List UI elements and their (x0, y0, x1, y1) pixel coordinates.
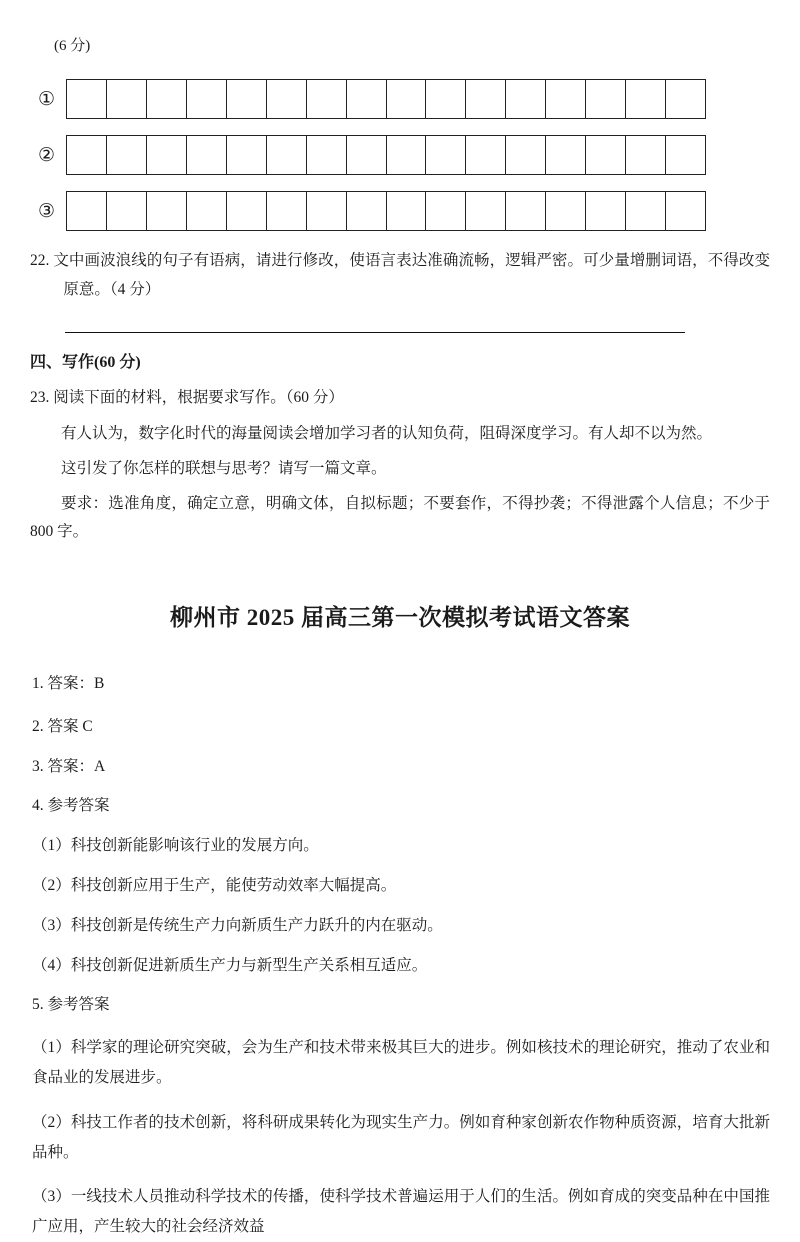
answer-cell (187, 80, 227, 118)
answer-cell (466, 192, 506, 230)
question-22: 22. 文中画波浪线的句子有语病，请进行修改，使语言表达准确流畅，逻辑严密。可少量增删词语，不得改变原意。（4 分） (30, 252, 770, 298)
answer-item: 2. 答案 C (32, 717, 93, 735)
answer-item: 5. 参考答案 (32, 996, 110, 1014)
answer-sub-item: （1）科技创新能影响该行业的发展方向。 (32, 837, 319, 855)
answer-sub-item: （4）科技创新促进新质生产力与新型生产关系相互适应。 (32, 956, 428, 974)
answer-cell (626, 136, 666, 174)
answer-cell (546, 192, 586, 230)
answer-cell (267, 136, 307, 174)
answer-cell (586, 192, 626, 230)
answer-cell (67, 136, 107, 174)
answer-sub-item: （3）科技创新是传统生产力向新质生产力跃升的内在驱动。 (32, 916, 443, 934)
answer-cell (586, 80, 626, 118)
answer-cell (387, 136, 427, 174)
answer-item: 4. 参考答案 (32, 797, 110, 815)
answer-cell (107, 80, 147, 118)
answer-cell (586, 136, 626, 174)
grid-row-label: ① (38, 88, 56, 110)
answer-cell (546, 80, 586, 118)
answer-cell (267, 80, 307, 118)
answer-sub-item: （1）科学家的理论研究突破，会为生产和技术带来极其巨大的进步。例如核技术的理论研究，推动了农业和食品业的发展进步。 (32, 1039, 770, 1087)
q23-requirements-paragraph: 要求：选准角度，确定立意，明确文体，自拟标题；不要套作，不得抄袭；不得泄露个人信息；不少于 800 字。 (30, 494, 770, 541)
answer-cell (107, 192, 147, 230)
answer-sub-item: （2）科技创新应用于生产，能使劳动效率大幅提高。 (32, 876, 397, 894)
answer-cell (107, 136, 147, 174)
answer-cell (227, 192, 267, 230)
answer-cell (426, 80, 466, 118)
grid-cells (66, 191, 706, 231)
answer-cell (626, 80, 666, 118)
answer-cell (426, 136, 466, 174)
answer-cell (307, 80, 347, 118)
answers-title: 柳州市 2025 届高三第一次模拟考试语文答案 (170, 604, 630, 630)
answer-cell (506, 136, 546, 174)
grid-row (30, 135, 770, 175)
answer-cell (347, 136, 387, 174)
answer-cell (147, 80, 187, 118)
answer-cell (227, 136, 267, 174)
grid-cells (66, 79, 706, 119)
answers-list (30, 672, 770, 1242)
answer-cell (426, 192, 466, 230)
answer-cell (307, 192, 347, 230)
answer-cell (626, 192, 666, 230)
answer-cell (347, 80, 387, 118)
answer-cell (227, 80, 267, 118)
grid-cells (66, 135, 706, 175)
answer-cell (466, 80, 506, 118)
question-23: 23. 阅读下面的材料，根据要求写作。（60 分） (30, 389, 344, 407)
answer-cell (666, 136, 705, 174)
points-label: (6 分) (54, 38, 91, 54)
answer-cell (666, 80, 705, 118)
answer-cell (67, 192, 107, 230)
answer-cell (147, 136, 187, 174)
q23-material-paragraph-2: 这引发了你怎样的联想与思考？请写一篇文章。 (61, 459, 387, 477)
answer-cell (546, 136, 586, 174)
answer-sub-item: （2）科技工作者的技术创新，将科研成果转化为现实生产力。例如育种家创新农作物种质资源，培育大批新品种。 (32, 1113, 770, 1161)
answer-cell (506, 80, 546, 118)
section-four-heading: 四、写作(60 分) (30, 354, 141, 372)
grid-row (30, 191, 770, 231)
answer-cell (347, 192, 387, 230)
answer-cell (147, 192, 187, 230)
answer-cell (466, 136, 506, 174)
answer-cell (666, 192, 705, 230)
grid-row (30, 79, 770, 119)
q23-material-paragraph-1: 有人认为，数字化时代的海量阅读会增加学习者的认知负荷，阻碍深度学习。有人却不以为然。 (61, 425, 713, 443)
answer-cell (307, 136, 347, 174)
answer-blank-line (65, 332, 685, 333)
answer-cell (506, 192, 546, 230)
answer-cell (387, 192, 427, 230)
answer-cell (187, 192, 227, 230)
answer-cell (387, 80, 427, 118)
answer-sub-item: （3）一线技术人员推动科学技术的传播，使科学技术普遍运用于人们的生活。例如育成的突变品种在中国推广应用，产生较大的社会经济效益 (32, 1187, 770, 1236)
answer-item: 3. 答案：A (32, 757, 106, 775)
answer-item: 1. 答案：B (32, 674, 105, 692)
answer-grid (30, 79, 770, 231)
answer-cell (267, 192, 307, 230)
grid-row-label: ② (38, 144, 56, 166)
grid-row-label: ③ (38, 200, 56, 222)
answer-cell (187, 136, 227, 174)
answer-cell (67, 80, 107, 118)
